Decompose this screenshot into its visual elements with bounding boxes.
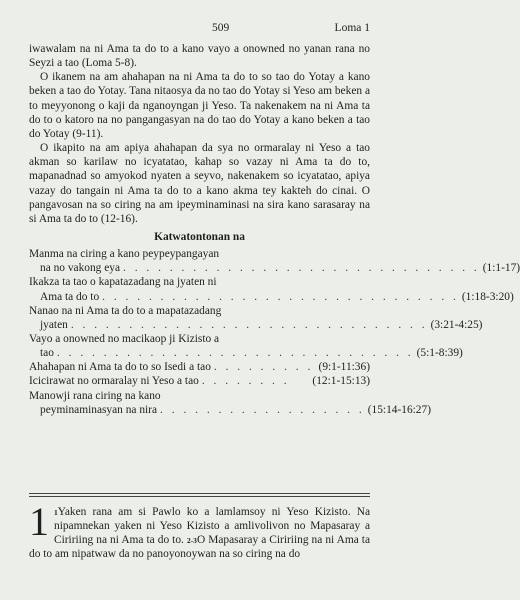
outline-heading: Katwatontonan na bbox=[154, 231, 245, 244]
section-divider bbox=[29, 493, 370, 494]
chapter-number: 1 bbox=[29, 499, 49, 544]
outline-item-ref: (1:18-3:20) bbox=[461, 290, 514, 303]
outline-item bbox=[29, 275, 514, 303]
outline-item-ref: (15:14-16:27) bbox=[367, 403, 431, 416]
page-header bbox=[29, 22, 370, 38]
verse-number: 1 bbox=[54, 508, 58, 517]
outline-item-title-cont: Ama ta do to bbox=[40, 290, 100, 303]
outline-item-ref: (5:1-8:39) bbox=[416, 347, 463, 360]
outline-item bbox=[29, 374, 370, 388]
outline-item-ref: (1:1-17) bbox=[482, 262, 520, 275]
page-number: 509 bbox=[212, 22, 230, 34]
outline-item-title: Manowji rana ciring na kano bbox=[29, 389, 161, 402]
running-title: Loma 1 bbox=[334, 22, 370, 34]
outline-item-ref: (12:1-15:13) bbox=[312, 375, 370, 388]
outline-item-title: Vayo a onowned no macikaop ji Kizisto a bbox=[29, 332, 220, 345]
leader-dots: . . . . . . . . . . . . . . . . . . . . . . . . . . . . . . . bbox=[102, 290, 459, 303]
leader-dots: . . . . . . . . . bbox=[213, 361, 314, 374]
outline-item-title-cont: jyaten bbox=[40, 318, 68, 331]
outline-item bbox=[29, 332, 463, 360]
verse-number: 2-3 bbox=[186, 536, 197, 546]
outline-item-title-cont: na no vakong eya bbox=[40, 262, 121, 275]
outline-item-title: Ikakza ta tao o kapatazadang na jyaten ni bbox=[29, 276, 217, 289]
outline-item-title-cont: tao bbox=[40, 347, 54, 360]
leader-dots: . . . . . . . . . . . . . . . . . . . . . . . . . . . . . . . bbox=[70, 318, 428, 331]
leader-dots: . . . . . . . . . . . . . . . . . . . . . . . . . . . . . . . bbox=[56, 347, 414, 360]
intro-paragraph-2: O ikanem na am ahahapan na ni Ama ta do to so tao do Yotay a kano beken a tao do Yotay. Tana nitaosya da no tao do Yotay si Yeso am beken a to meyyonong o kaji da nganoyngan ji Yeso. Ta nakenakem na ni Ama ta do to o katoro na no pangangasyan na do tao do Yotay a kano beken a tao do Yotay (9-11). bbox=[29, 71, 370, 140]
chapter-text bbox=[29, 499, 371, 562]
outline-item bbox=[29, 389, 431, 417]
outline-item-ref: (3:21-4:25) bbox=[430, 318, 483, 331]
leader-dots: . . . . . . . . . . . . . . . . . . . . . . . . . . . . . . . bbox=[123, 262, 480, 275]
outline-item-ref: (9:1-11:36) bbox=[318, 361, 370, 374]
leader-dots: . . . . . . . . . . . . . . . . . . bbox=[160, 403, 365, 416]
leader-dots: . . . . . . . . bbox=[201, 375, 290, 388]
outline-list bbox=[29, 247, 520, 417]
outline-item-title: Ahahapan ni Ama ta do to so Isedi a tao bbox=[29, 361, 211, 374]
outline-item bbox=[29, 360, 370, 374]
verse-text: Yaken rana am si Pawlo ko a lamlamsoy ni Yeso Kizisto. Na nipamnekan yaken ni Yeso Kizisto a amlivolivon no Mapasaray a Ciririing na ni Ama ta do to. bbox=[54, 506, 370, 547]
outline-item-title: Icicirawat no ormaralay ni Yeso a tao bbox=[29, 375, 199, 388]
outline-item-title-cont: peyminaminasyan na nira bbox=[40, 403, 158, 416]
outline-item bbox=[29, 304, 483, 332]
verse-text: O Mapasaray a Ciririing na ni Ama ta do to am nipatwaw da no panoyonoywan na so ciring na do bbox=[29, 534, 371, 561]
intro-paragraph-1: iwawalam na ni Ama ta do to a kano vayo a onowned no yanan rana no Seyzi a tao (Loma 5-8). bbox=[29, 43, 370, 70]
intro-paragraph-3: O ikapito na am apiya ahahapan da sya no ormaralay ni Yeso a tao akman so karilaw no icyatatao, kahap so vazay ni Ama ta do to, mapanadnad so amyokod nyaten a seyvo, nakenakem so icyatatao, apiya vazay do tangain ni Ama ta do to a kano akma tey kakteh do cinai. O pangavosan na so ciring na am ipeyminaminasi na sira kano sarasaray na si Ama ta do to (12-16). bbox=[29, 142, 370, 225]
outline-item-title: Nanao na ni Ama ta do to a mapatazadang bbox=[29, 304, 222, 317]
outline-item-title: Manma na ciring a kano peypeypangayan bbox=[29, 248, 220, 261]
section-divider bbox=[29, 496, 370, 497]
introduction bbox=[29, 42, 520, 417]
outline-item bbox=[29, 247, 520, 275]
